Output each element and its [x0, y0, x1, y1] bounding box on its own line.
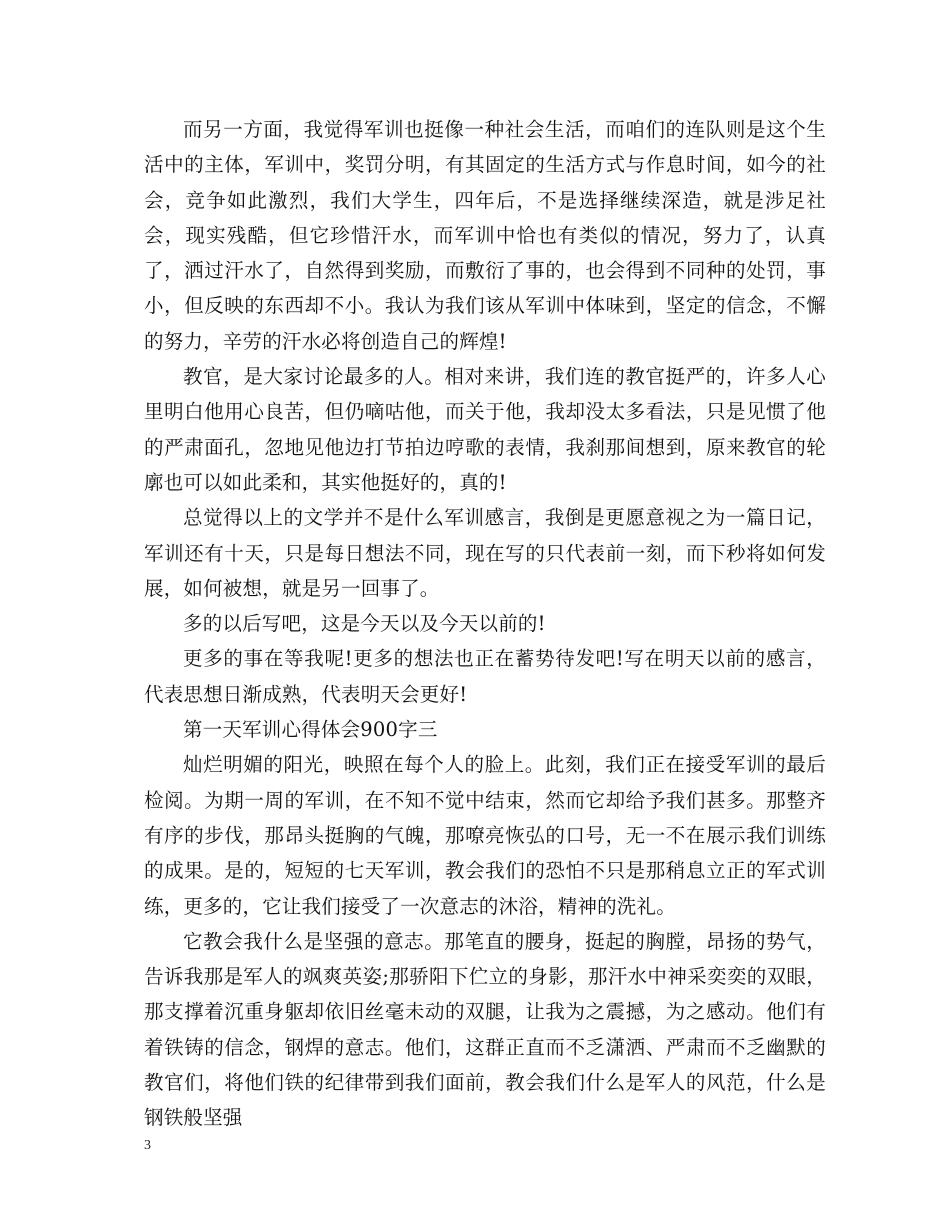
paragraph-1: 而另一方面，我觉得军训也挺像一种社会生活，而咱们的连队则是这个生活中的主体，军训中，奖罚分明，有其固定的生活方式与作息时间，如今的社会，竞争如此激烈，我们大学生，四年后，不是选择继续深造，就是涉足社会，现实残酷，但它珍惜汗水，而军训中恰也有类似的情况，努力了，认真了，洒过汗水了，自然得到奖励，而敷衍了事的，也会得到不同种的处罚，事小，但反映的东西却不小。我认为我们该从军训中体味到，坚定的信念，不懈的努力，辛劳的汗水必将创造自己的辉煌!: [144, 118, 826, 353]
paragraph-2: 教官，是大家讨论最多的人。相对来讲，我们连的教官挺严的，许多人心里明白他用心良苦，但仍嘀咕他，而关于他，我却没太多看法，只是见惯了他的严肃面孔，忽地见他边打节拍边哼歌的表情，我刹那间想到，原来教官的轮廓也可以如此柔和，其实他挺好的，真的!: [144, 365, 826, 494]
document-body: [144, 112, 826, 1136]
paragraph-5: 更多的事在等我呢!更多的想法也正在蓄势待发吧!写在明天以前的感言，代表思想日渐成熟，代表明天会更好!: [144, 647, 826, 706]
page-number: 3: [144, 1138, 151, 1153]
paragraph-3: 总觉得以上的文学并不是什么军训感言，我倒是更愿意视之为一篇日记，军训还有十天，只是每日想法不同，现在写的只代表前一刻，而下秒将如何发展，如何被想，就是另一回事了。: [144, 506, 826, 600]
section-heading: 第一天军训心得体会900字三: [183, 718, 438, 742]
paragraph-7: 它教会我什么是坚强的意志。那笔直的腰身，挺起的胸膛，昂扬的势气，告诉我那是军人的飒爽英姿;那骄阳下伫立的身影，那汗水中神采奕奕的双眼，那支撑着沉重身躯却依旧丝毫未动的双腿，让我为之震撼，为之感动。他们有着铁铸的信念，钢焊的意志。他们，这群正直而不乏潇洒、严肃而不乏幽默的教官们，将他们铁的纪律带到我们面前，教会我们什么是军人的风范，什么是钢铁般坚强: [144, 929, 826, 1130]
paragraph-4: 多的以后写吧，这是今天以及今天以前的!: [183, 612, 546, 636]
paragraph-6: 灿烂明媚的阳光，映照在每个人的脸上。此刻，我们正在接受军训的最后检阅。为期一周的军训，在不知不觉中结束，然而它却给予我们甚多。那整齐有序的步伐，那昂头挺胸的气魄，那嘹亮恢弘的口号，无一不在展示我们训练的成果。是的，短短的七天军训，教会我们的恐怕不只是那稍息立正的军式训练，更多的，它让我们接受了一次意志的沐浴，精神的洗礼。: [144, 753, 826, 918]
